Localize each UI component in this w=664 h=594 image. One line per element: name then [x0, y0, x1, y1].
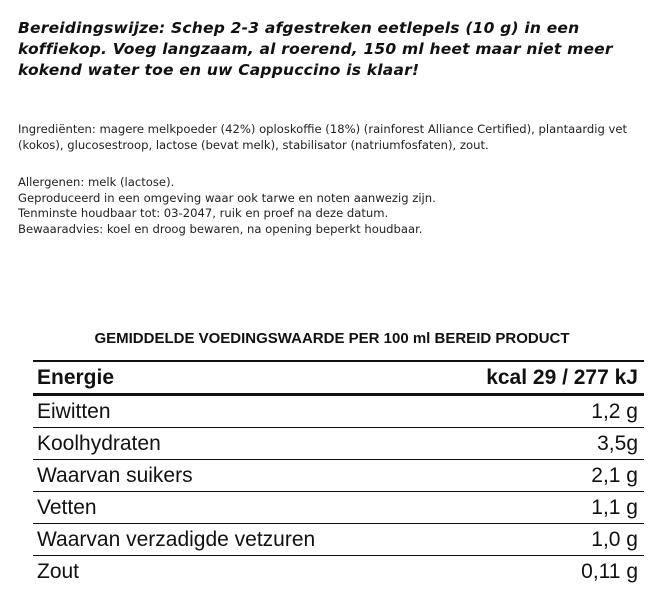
nutrition-label: Energie: [37, 365, 115, 389]
nutrition-row-sugars: [33, 460, 644, 492]
nutrition-value: 2,1 g: [591, 463, 638, 487]
nutrition-label: Koolhydraten: [37, 431, 161, 455]
nutrition-label: Zout: [37, 560, 80, 583]
nutrition-table-title: GEMIDDELDE VOEDINGSWAARDE PER 100 ml BEREID PRODUCT: [94, 330, 570, 347]
preparation-instructions: Bereidingswijze: Schep 2-3 afgestreken eetlepels (10 g) in een koffiekop. Voeg langzaam, al roerend, 150 ml heet maar niet meer kokend water toe en uw Cappuccino is klaar!: [18, 19, 613, 79]
nutrition-row-protein: [33, 396, 644, 428]
nutrition-value: 3,5g: [597, 431, 638, 455]
nutrition-row-saturated-fats: [33, 524, 644, 556]
nutrition-label: Waarvan verzadigde vetzuren: [37, 527, 316, 551]
nutrition-label: Vetten: [37, 495, 97, 519]
nutrition-value: 1,2 g: [591, 399, 638, 423]
ingredients-list: Ingrediënten: magere melkpoeder (42%) oploskoffie (18%) (rainforest Alliance Certified), plantaardig vet (kokos), glucosestroop, lactose (bevat melk), stabilisator (natriumfosfaten), zout.: [18, 122, 628, 152]
best-before-line: Tenminste houdbaar tot: 03-2047, ruik en proef na deze datum.: [18, 206, 389, 220]
nutrition-table: [33, 360, 644, 588]
allergens-line: Allergenen: melk (lactose).: [18, 175, 175, 189]
nutrition-value: 0,11 g: [581, 560, 638, 583]
nutrition-label: Eiwitten: [37, 399, 111, 423]
storage-advice-line: Bewaaradvies: koel en droog bewaren, na opening beperkt houdbaar.: [18, 221, 423, 236]
nutrition-value: kcal 29 / 277 kJ: [486, 365, 638, 389]
nutrition-row-energy: [33, 362, 644, 396]
nutrition-value: 1,1 g: [591, 495, 638, 519]
nutrition-row-fats: [33, 492, 644, 524]
nutrition-label: Waarvan suikers: [37, 463, 193, 487]
production-line: Geproduceerd in een omgeving waar ook tarwe en noten aanwezig zijn.: [18, 190, 436, 205]
nutrition-row-carbohydrates: [33, 428, 644, 460]
allergen-info-block: [18, 175, 648, 237]
nutrition-value: 1,0 g: [591, 527, 638, 551]
nutrition-row-salt: [33, 556, 644, 588]
